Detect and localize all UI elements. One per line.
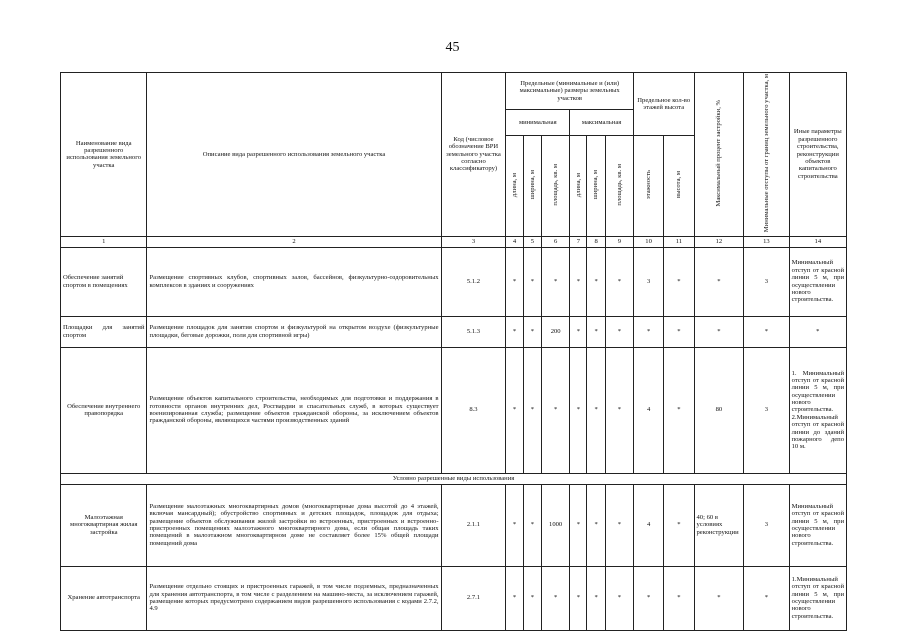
row-cell: * bbox=[664, 247, 694, 316]
header-maximal: максимальная bbox=[570, 110, 634, 136]
header-build-pct: Максимальный процент застройки, % bbox=[715, 99, 723, 207]
row-cell: * bbox=[664, 347, 694, 473]
row-code: 2.1.1 bbox=[441, 484, 506, 566]
row-cell: * bbox=[542, 566, 570, 630]
row-name: Обеспечение занятий спортом в помещениях bbox=[61, 247, 147, 316]
row-cell: 40; 60 в условиях реконструкции bbox=[694, 484, 744, 566]
row-cell: * bbox=[605, 566, 633, 630]
col-number: 11 bbox=[664, 236, 694, 247]
col-number: 13 bbox=[744, 236, 789, 247]
row-code: 5.1.3 bbox=[441, 316, 506, 347]
page-number: 45 bbox=[445, 40, 460, 55]
row-cell: * bbox=[587, 347, 605, 473]
row-cell: 80 bbox=[694, 347, 744, 473]
header-floors-sub: этажность bbox=[644, 170, 652, 200]
row-name: Площадки для занятий спортом bbox=[61, 316, 147, 347]
header-min-width: ширина, м bbox=[528, 169, 536, 200]
header-name: Наименование вида разрешенного использования земельного участка bbox=[61, 73, 147, 237]
header-max-length: длина, м bbox=[574, 172, 582, 197]
section-row bbox=[61, 473, 847, 484]
row-cell: * bbox=[523, 484, 541, 566]
row-cell: * bbox=[744, 316, 789, 347]
table-row bbox=[61, 566, 847, 630]
row-name: Обеспечение внутреннего правопорядка bbox=[61, 347, 147, 473]
row-other: Минимальный отступ от красной линии 5 м, при осуществлении нового строительства. bbox=[789, 247, 846, 316]
table-row bbox=[61, 247, 847, 316]
section-title: Условно разрешенные виды использования bbox=[61, 473, 847, 484]
header-min-area: площадь, кв. м bbox=[551, 163, 559, 206]
row-cell: * bbox=[694, 247, 744, 316]
col-number: 4 bbox=[506, 236, 523, 247]
row-other: 1.Минимальный отступ от красной линии 5 м, при осуществлении нового строительства. bbox=[789, 566, 846, 630]
row-cell: 3 bbox=[744, 347, 789, 473]
row-cell: * bbox=[523, 566, 541, 630]
header-min-length: длина, м bbox=[510, 172, 518, 197]
table-row bbox=[61, 316, 847, 347]
regulations-table bbox=[60, 72, 847, 631]
row-cell: * bbox=[506, 347, 523, 473]
row-cell: * bbox=[664, 566, 694, 630]
row-cell: 3 bbox=[744, 484, 789, 566]
row-code: 5.1.2 bbox=[441, 247, 506, 316]
row-name: Малоэтажная многоквартирная жилая застройка bbox=[61, 484, 147, 566]
row-cell: * bbox=[587, 484, 605, 566]
row-cell: * bbox=[664, 484, 694, 566]
row-description: Размещение площадок для занятия спортом и физкультурой на открытом воздухе (физкультурные площадки, беговые дорожки, поля для спортивной игры) bbox=[147, 316, 441, 347]
col-number: 2 bbox=[147, 236, 441, 247]
row-cell: * bbox=[587, 566, 605, 630]
row-description: Размещение объектов капитального строительства, необходимых для подготовки и поддержания в готовности органов внутренних дел, Росгвардии и спасательных служб, в которых существует военизированная служба; размещение объектов гражданской обороны, за исключением объектов гражданской обороны, являющихся частями производственных зданий bbox=[147, 347, 441, 473]
row-description: Размещение отдельно стоящих и пристроенных гаражей, в том числе подземных, предназначенных для хранения автотранспорта, в том числе с разделением на машино-места, за исключением гаражей, размещение которых предусмотрено содержанием видов разрешенного использования с кодами 2.7.2, 4.9 bbox=[147, 566, 441, 630]
col-number: 9 bbox=[605, 236, 633, 247]
row-cell: * bbox=[523, 316, 541, 347]
col-number: 3 bbox=[441, 236, 506, 247]
row-other: 1. Минимальный отступ от красной линии 5 м, при осуществлении нового строительства. 2.Минимальный отступ от красной линии до зданий пожарного депо 10 м. bbox=[789, 347, 846, 473]
col-number: 8 bbox=[587, 236, 605, 247]
header-setback: Минимальные отступы от границ земельного участка, м bbox=[762, 74, 770, 233]
row-description: Размещение малоэтажных многоквартирных домов (многоквартирные дома высотой до 4 этажей, включая мансардный); обустройство спортивных и детских площадок, площадок для отдыха; размещение объектов обслуживания жилой застройки во встроенных, пристроенных и встроенно-пристроенных помещениях малоэтажного многоквартирного дома, если общая площадь таких помещений в малоэтажном многоквартирном доме не составляет более 15% общей площади помещений дома bbox=[147, 484, 441, 566]
col-number: 7 bbox=[570, 236, 587, 247]
row-cell: * bbox=[570, 247, 587, 316]
row-cell: * bbox=[633, 316, 663, 347]
header-other: Иные параметры разрешенного строительства, реконструкции объектов капитального строительства bbox=[789, 73, 846, 237]
row-cell: * bbox=[523, 247, 541, 316]
row-code: 8.3 bbox=[441, 347, 506, 473]
header-code: Код (числовое обозначение ВРИ земельного участка согласно классификатору) bbox=[441, 73, 506, 237]
header-max-width: ширина, м bbox=[592, 169, 600, 200]
row-name: Хранение автотранспорта bbox=[61, 566, 147, 630]
col-number: 5 bbox=[523, 236, 541, 247]
row-cell: 1000 bbox=[542, 484, 570, 566]
row-cell: * bbox=[570, 316, 587, 347]
col-number: 6 bbox=[542, 236, 570, 247]
header-minimal: минимальная bbox=[506, 110, 570, 136]
row-cell: 4 bbox=[633, 484, 663, 566]
row-cell: * bbox=[506, 316, 523, 347]
row-cell: * bbox=[570, 347, 587, 473]
row-cell: * bbox=[744, 566, 789, 630]
row-other: * bbox=[789, 316, 846, 347]
col-number: 12 bbox=[694, 236, 744, 247]
row-description: Размещение спортивных клубов, спортивных залов, бассейнов, физкультурно-оздоровительных комплексов в зданиях и сооружениях bbox=[147, 247, 441, 316]
row-cell: 200 bbox=[542, 316, 570, 347]
row-code: 2.7.1 bbox=[441, 566, 506, 630]
table-row bbox=[61, 347, 847, 473]
row-cell: * bbox=[633, 566, 663, 630]
row-cell: * bbox=[542, 247, 570, 316]
header-height: высота, м bbox=[675, 171, 683, 199]
row-cell: * bbox=[605, 247, 633, 316]
header-limits: Предельные (минимальные и (или) максимальные) размеры земельных участков bbox=[506, 73, 634, 110]
row-cell: * bbox=[570, 484, 587, 566]
row-cell: * bbox=[506, 247, 523, 316]
row-cell: * bbox=[605, 347, 633, 473]
row-cell: * bbox=[587, 247, 605, 316]
header-description: Описание вида разрешенного использования земельного участка bbox=[147, 73, 441, 237]
row-cell: * bbox=[570, 566, 587, 630]
row-cell: * bbox=[694, 316, 744, 347]
row-other: Минимальный отступ от красной линии 5 м, при осуществлении нового строительства. bbox=[789, 484, 846, 566]
row-cell: * bbox=[506, 484, 523, 566]
row-cell: * bbox=[523, 347, 541, 473]
row-cell: * bbox=[694, 566, 744, 630]
col-number: 10 bbox=[633, 236, 663, 247]
row-cell: * bbox=[605, 316, 633, 347]
col-number: 14 bbox=[789, 236, 846, 247]
row-cell: * bbox=[664, 316, 694, 347]
table-row bbox=[61, 484, 847, 566]
row-cell: 3 bbox=[633, 247, 663, 316]
row-cell: 3 bbox=[744, 247, 789, 316]
row-cell: * bbox=[542, 347, 570, 473]
row-cell: * bbox=[506, 566, 523, 630]
row-cell: 4 bbox=[633, 347, 663, 473]
row-cell: * bbox=[605, 484, 633, 566]
row-cell: * bbox=[587, 316, 605, 347]
col-number: 1 bbox=[61, 236, 147, 247]
header-floors: Предельное кол-во этажей высота bbox=[633, 73, 694, 136]
header-max-area: площадь, кв. м bbox=[615, 163, 623, 206]
column-numbers-row bbox=[61, 236, 847, 247]
